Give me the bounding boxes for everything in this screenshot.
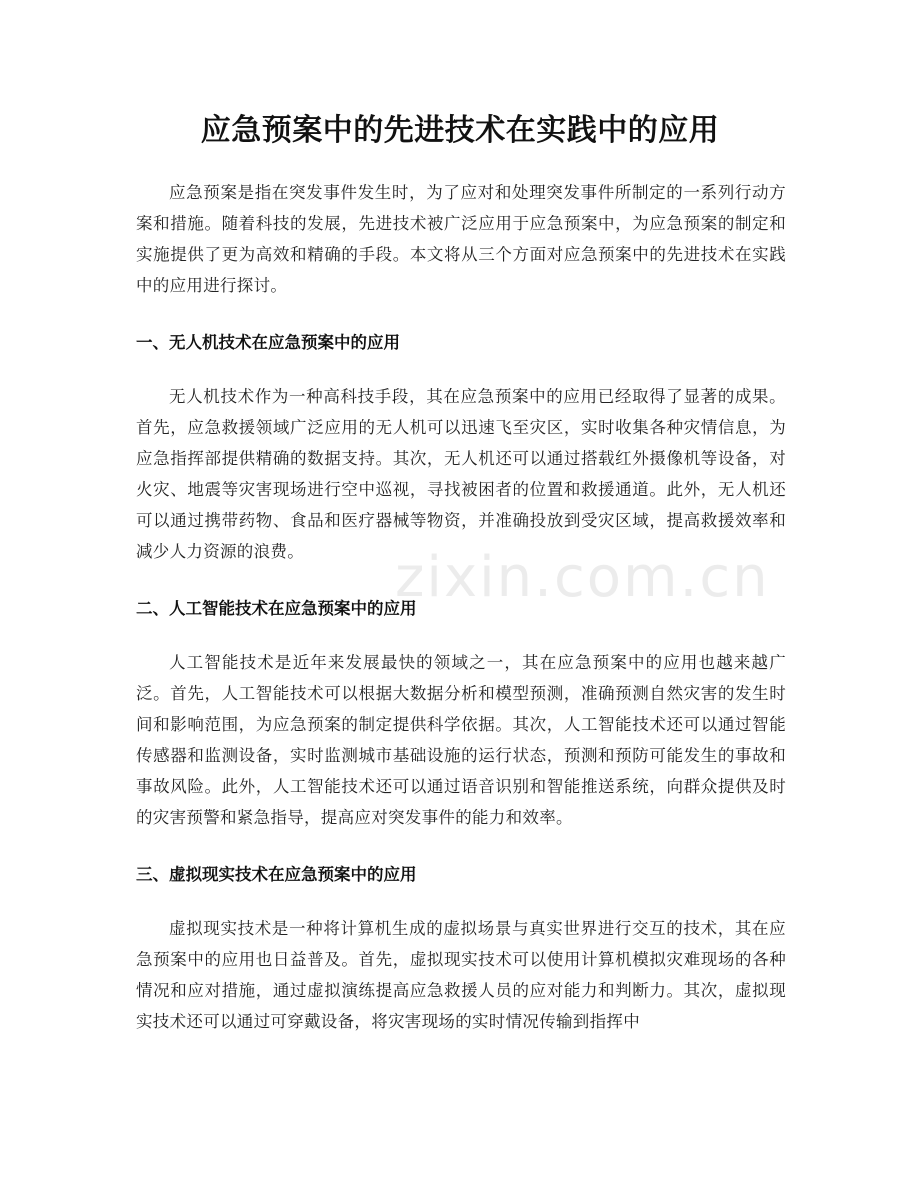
document-body [136,177,786,1037]
section-3-heading: 三、虚拟现实技术在应急预案中的应用 [136,865,417,884]
watermark: zixin.com.cn [395,545,770,610]
section-2-heading: 二、人工智能技术在应急预案中的应用 [136,599,417,618]
intro-paragraph: 应急预案是指在突发事件发生时，为了应对和处理突发事件所制定的一系列行动方案和措施。随着科技的发展，先进技术被广泛应用于应急预案中，为应急预案的制定和实施提供了更为高效和精确的手段。本文将从三个方面对应急预案中的先进技术在实践中的应用进行探讨。 [136,183,786,295]
section-3-paragraph: 虚拟现实技术是一种将计算机生成的虚拟场景与真实世界进行交互的技术，其在应急预案中的应用也日益普及。首先，虚拟现实技术可以使用计算机模拟灾难现场的各种情况和应对措施，通过虚拟演练提高应急救援人员的应对能力和判断力。其次，虚拟现实技术还可以通过可穿戴设备，将灾害现场的实时情况传输到指挥中 [136,919,786,1031]
section-2-paragraph: 人工智能技术是近年来发展最快的领域之一，其在应急预案中的应用也越来越广泛。首先，人工智能技术可以根据大数据分析和模型预测，准确预测自然灾害的发生时间和影响范围，为应急预案的制定提供科学依据。其次，人工智能技术还可以通过智能传感器和监测设备，实时监测城市基础设施的运行状态，预测和预防可能发生的事故和事故风险。此外，人工智能技术还可以通过语音识别和智能推送系统，向群众提供及时的灾害预警和紧急指导，提高应对突发事件的能力和效率。 [136,653,786,827]
document-title: 应急预案中的先进技术在实践中的应用 [200,113,720,148]
section-1-paragraph: 无人机技术作为一种高科技手段，其在应急预案中的应用已经取得了显著的成果。首先，应急救援领域广泛应用的无人机可以迅速飞至灾区，实时收集各种灾情信息，为应急指挥部提供精确的数据支持。其次，无人机还可以通过搭载红外摄像机等设备，对火灾、地震等灾害现场进行空中巡视，寻找被困者的位置和救援通道。此外，无人机还可以通过携带药物、食品和医疗器械等物资，并准确投放到受灾区域，提高救援效率和减少人力资源的浪费。 [136,387,786,561]
section-1-heading: 一、无人机技术在应急预案中的应用 [136,333,400,352]
